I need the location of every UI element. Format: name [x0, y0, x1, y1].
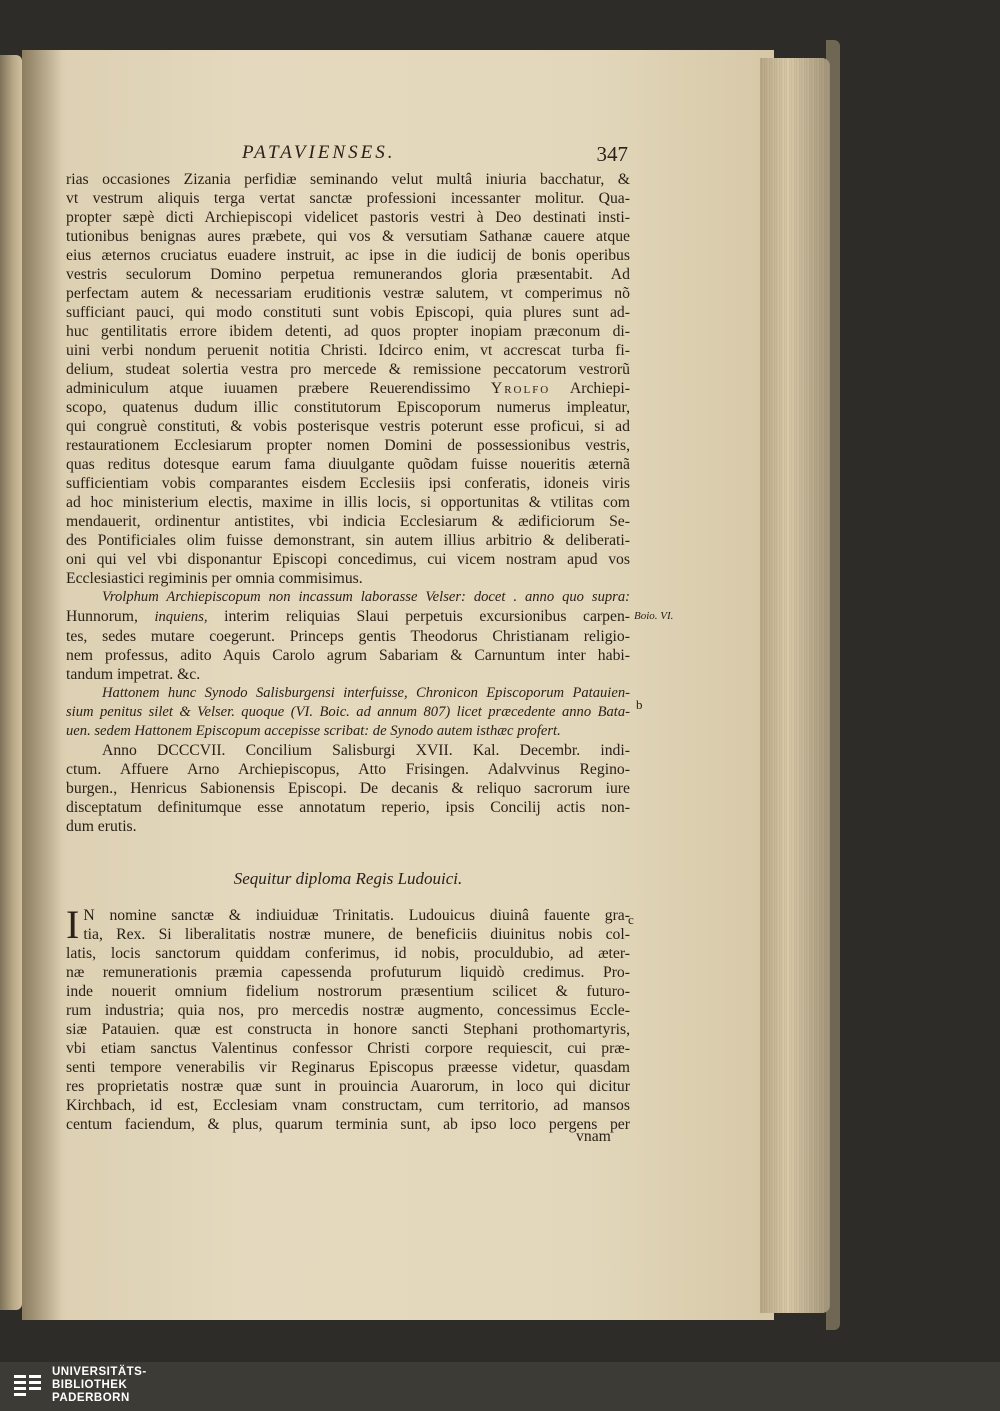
italic-note-line: uen. sedem Hattonem Episcopum accepisse scribat: de Synodo autem isthæc profert.	[66, 723, 561, 739]
diploma-text	[66, 902, 630, 1134]
text-line: uini verbi nondum peruenit notitia Christi. Idcirco enim, vt accrescat turba fi-	[66, 342, 630, 359]
text-line: res proprietatis nostræ quæ sunt in prouincia Auarorum, in loco qui dicitur	[66, 1078, 630, 1095]
section-heading: Sequitur diploma Regis Ludouici.	[233, 869, 463, 888]
library-name-line: PADERBORN	[52, 1392, 130, 1404]
text-line: Kirchbach, id est, Ecclesiam vnam constructam, cum territorio, ad mansos	[66, 1097, 630, 1114]
text-line: nem professus, adito Aquis Carolo agrum Sabariam & Carnuntum inter habi-	[66, 647, 630, 664]
text-line: dum erutis.	[66, 818, 137, 835]
text-line: Ecclesiastici regiminis per omnia commisimus.	[66, 570, 363, 587]
page-text	[66, 138, 630, 1134]
text-line: tes, sedes mutare coegerunt. Princeps gentis Theodorus Christianam religio-	[66, 628, 630, 645]
text-segment: Hunnorum,	[66, 608, 138, 625]
note-1	[66, 588, 630, 684]
text-line: vestris seculorum Domino perpetua remunerandos gloria præsentabit. Ad	[66, 266, 630, 283]
text-line: tia, Rex. Si liberalitatis nostræ munere, de beneficiis diuinitus nobis col-	[83, 926, 630, 943]
text-line: senti tempore venerabilis vir Reginarus Episcopus præesse videtur, quasdam	[66, 1059, 630, 1076]
name-smallcaps: Yrolfo	[490, 380, 551, 397]
text-line: tandum impetrat. &c.	[66, 666, 201, 683]
library-footer	[0, 1362, 1000, 1411]
text-line: næ remunerationis præmia capessenda profuturum liquidò credimus. Pro-	[66, 964, 630, 981]
gutter-shadow	[22, 50, 62, 1320]
library-logo-icon	[12, 1371, 44, 1403]
text-line: siæ Patauien. quæ est constructa in honore sancti Stephani prothomartyris,	[66, 1021, 630, 1038]
text-line: tutionibus benignas aures præbete, qui vos & versutiam Sathanæ cauere atque	[66, 228, 630, 245]
text-line: restaurationem Ecclesiarum propter nomen Domini de possessionibus vestris,	[66, 437, 630, 454]
text-line: latis, locis sanctorum quiddam conferimus, id nobis, proculdubio, ad æter-	[66, 945, 630, 962]
text-line: ad hoc ministerium electis, maxime in illis locis, si opportunitas & vtilitas com	[66, 494, 630, 511]
text-line: huc gentilitatis errore ibidem detenti, ad quos propter inopiam præconum di-	[66, 323, 630, 340]
text-line: propter sæpè dicti Archiepiscopi videlicet pastoris vestri à Deo destinati insti-	[66, 209, 630, 226]
running-header	[66, 138, 630, 170]
text-line: sufficiant pauci, qui modo constituti sunt vobis Episcopi, quia plures sunt ad-	[66, 304, 630, 321]
text-line: ctum. Affuere Arno Archiepiscopus, Atto Frisingen. Adalvvinus Regino-	[66, 761, 630, 778]
text-line: des Pontificiales olim fuisse demonstrant, sin autem illius arbitrio & deliberati-	[66, 532, 630, 549]
text-line: perfectam autem & necessariam eruditionis vestræ salutem, vt comperimus nõ	[66, 285, 630, 302]
text-line: delium, studeat solertia vestra pro mercede & remissione peccatorum vestrorũ	[66, 361, 630, 378]
text-segment: adminiculum atque iuuamen præbere Reuerendissimo	[66, 380, 471, 397]
text-line: disceptatum definitumque esse annotatum reperio, ipsis Concilij actis non-	[66, 799, 630, 816]
page-block-shade	[760, 58, 830, 1313]
note-2	[66, 684, 630, 741]
paragraph-1	[66, 170, 630, 588]
italic-note-line: Hattonem hunc Synodo Salisburgensi interfuisse, Chronicon Episcoporum Patauien-	[102, 685, 630, 701]
margin-note-c: c	[628, 912, 634, 927]
library-name	[52, 1366, 147, 1405]
italic-note-line: sium penitus silet & Velser. quoque (VI. Boic. ad annum 807) licet præcedente anno Bata-	[66, 704, 630, 720]
text-segment: interim reliquias Slaui perpetuis excursionibus carpen-	[224, 608, 631, 625]
running-title: PATAVIENSES.	[242, 142, 396, 163]
text-line: vt vestrum aliquis terga vertat sanctæ professioni incessanter molitur. Qua-	[66, 190, 630, 207]
text-line: mendauerit, ordinentur antistites, vbi indicia Ecclesiarum & ædificiorum Se-	[66, 513, 630, 530]
library-name-line: UNIVERSITÄTS-	[52, 1366, 147, 1378]
text-line: centum faciendum, & plus, quarum terminia sunt, ab ipso loco pergens per	[66, 1116, 630, 1133]
text-line: burgen., Henricus Sabionensis Episcopi. De decanis & reliquo sacrorum iure	[66, 780, 630, 797]
text-line: eius æternos cruciatus euadere instruit, ac ipse in die iudicij de bonis operibus	[66, 247, 630, 264]
page-number: 347	[596, 142, 628, 166]
text-line: N nomine sanctæ & indiuiduæ Trinitatis. Ludouicus diuinâ fauente gra-	[83, 907, 630, 924]
margin-note-boio: Boio. VI.	[634, 610, 674, 622]
text-line: oni qui vel vbi disponantur Episcopi concedimus, cui vicem nostram apud vos	[66, 551, 630, 568]
italic-note-line: Vrolphum Archiepiscopum non incassum laborasse Velser: docet . anno quo supra:	[102, 589, 630, 605]
catchword: vnam	[576, 1128, 611, 1145]
text-line	[66, 607, 630, 627]
margin-note-b: b	[636, 697, 643, 712]
text-line: quas reditus dotesque earum fama diuulgante quõdam fuisse noueritis æternã	[66, 456, 630, 473]
drop-cap: I	[66, 902, 80, 947]
text-line: vbi etiam sanctus Valentinus confessor Christi corpore requiescit, cui præ-	[66, 1040, 630, 1057]
text-line: rum industria; quia nos, pro mercedis nostræ augmento, concessimus Eccle-	[66, 1002, 630, 1019]
text-line: sufficientiam vobis comparantes eisdem Ecclesiis ipsi conferatis, idoneis viris	[66, 475, 630, 492]
text-segment: Archiepi-	[569, 380, 630, 397]
paragraph-2	[66, 741, 630, 836]
italic-word: inquiens,	[154, 609, 208, 625]
text-line	[66, 379, 630, 398]
text-line: qui congruè constituti, & vobis posterisque vestris poterunt esse proficui, si ad	[66, 418, 630, 435]
text-line: rias occasiones Zizania perfidiæ seminando velut multâ iniuria bacchatur, &	[66, 171, 630, 188]
library-name-line: BIBLIOTHEK	[52, 1379, 128, 1391]
text-line: inde nouerit omnium fidelium nostrorum præsentium scilicet & futuro-	[66, 983, 630, 1000]
left-page-edge	[0, 55, 22, 1310]
text-line: scopo, quatenus dudum illic constitutorum Episcoporum numerus impleatur,	[66, 399, 630, 416]
text-line: Anno DCCCVII. Concilium Salisburgi XVII. Kal. Decembr. indi-	[102, 742, 630, 759]
